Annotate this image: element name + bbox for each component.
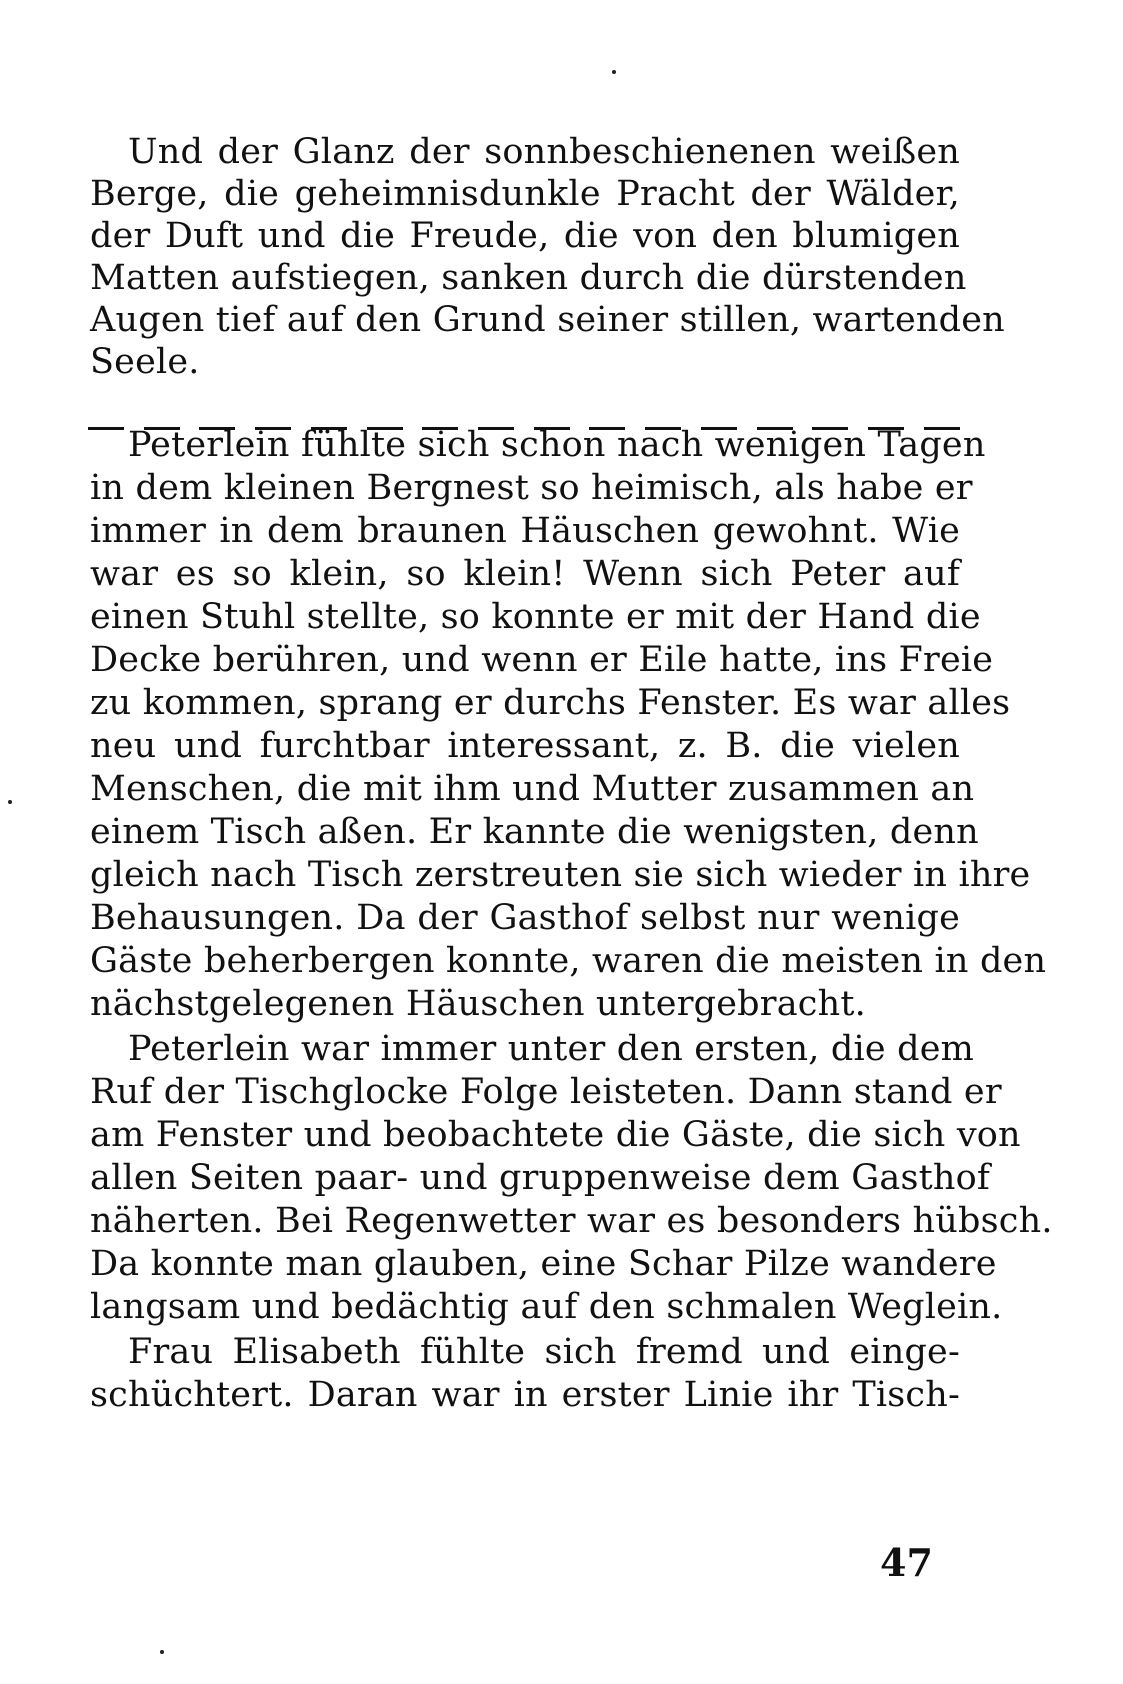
- text-line: war es so klein, so klein! Wenn sich Peter auf: [90, 554, 960, 594]
- text-line: zu kommen, sprang er durchs Fenster. Es war alles: [90, 683, 1011, 723]
- text-line: Da konnte man glauben, eine Schar Pilze wandere: [90, 1244, 997, 1284]
- text-line: der Duft und die Freude, die von den blumigen: [90, 216, 960, 256]
- text-line: immer in dem braunen Häuschen gewohnt. Wie: [90, 511, 960, 551]
- text-line: Seele.: [90, 342, 200, 382]
- text-line: Berge, die geheimnisdunkle Pracht der Wälder,: [90, 174, 960, 214]
- text-line: langsam und bedächtig auf den schmalen Weglein.: [90, 1287, 1003, 1327]
- scan-speck: [160, 1650, 164, 1654]
- text-line: Peterlein fühlte sich schon nach wenigen Tagen: [128, 425, 986, 465]
- text-line: neu und furchtbar interessant, z. B. die vielen: [90, 726, 960, 766]
- text-line: Und der Glanz der sonnbeschienenen weißen: [128, 132, 960, 172]
- text-line: in dem kleinen Bergnest so heimisch, als habe er: [90, 468, 973, 508]
- text-line: allen Seiten paar- und gruppenweise dem Gasthof: [90, 1158, 991, 1198]
- text-line: Frau Elisabeth fühlte sich fremd und einge-: [128, 1332, 960, 1372]
- text-line: Peterlein war immer unter den ersten, die dem: [128, 1029, 975, 1069]
- text-line: einem Tisch aßen. Er kannte die wenigsten, denn: [90, 812, 979, 852]
- page-number: 47: [880, 1540, 933, 1585]
- text-line: am Fenster und beobachtete die Gäste, die sich von: [90, 1115, 1021, 1155]
- text-line: Gäste beherbergen konnte, waren die meisten in den: [90, 941, 1047, 981]
- text-line: einen Stuhl stellte, so konnte er mit der Hand die: [90, 597, 981, 637]
- scan-speck: [8, 800, 12, 804]
- text-line: Augen tief auf den Grund seiner stillen, wartenden: [90, 300, 1005, 340]
- text-line: Matten aufstiegen, sanken durch die dürstenden: [90, 258, 967, 298]
- text-line: Ruf der Tischglocke Folge leisteten. Dann stand er: [90, 1072, 1002, 1112]
- scan-speck: [612, 70, 616, 74]
- text-line: nächstgelegenen Häuschen untergebracht.: [90, 984, 866, 1024]
- text-line: schüchtert. Daran war in erster Linie ihr Tisch-: [90, 1375, 960, 1415]
- text-line: näherten. Bei Regenwetter war es besonders hübsch.: [90, 1201, 1053, 1241]
- text-line: gleich nach Tisch zerstreuten sie sich wieder in ihre: [90, 855, 1031, 895]
- text-line: Decke berühren, und wenn er Eile hatte, ins Freie: [90, 640, 994, 680]
- text-line: Menschen, die mit ihm und Mutter zusammen an: [90, 769, 975, 809]
- text-line: Behausungen. Da der Gasthof selbst nur wenige: [90, 898, 960, 938]
